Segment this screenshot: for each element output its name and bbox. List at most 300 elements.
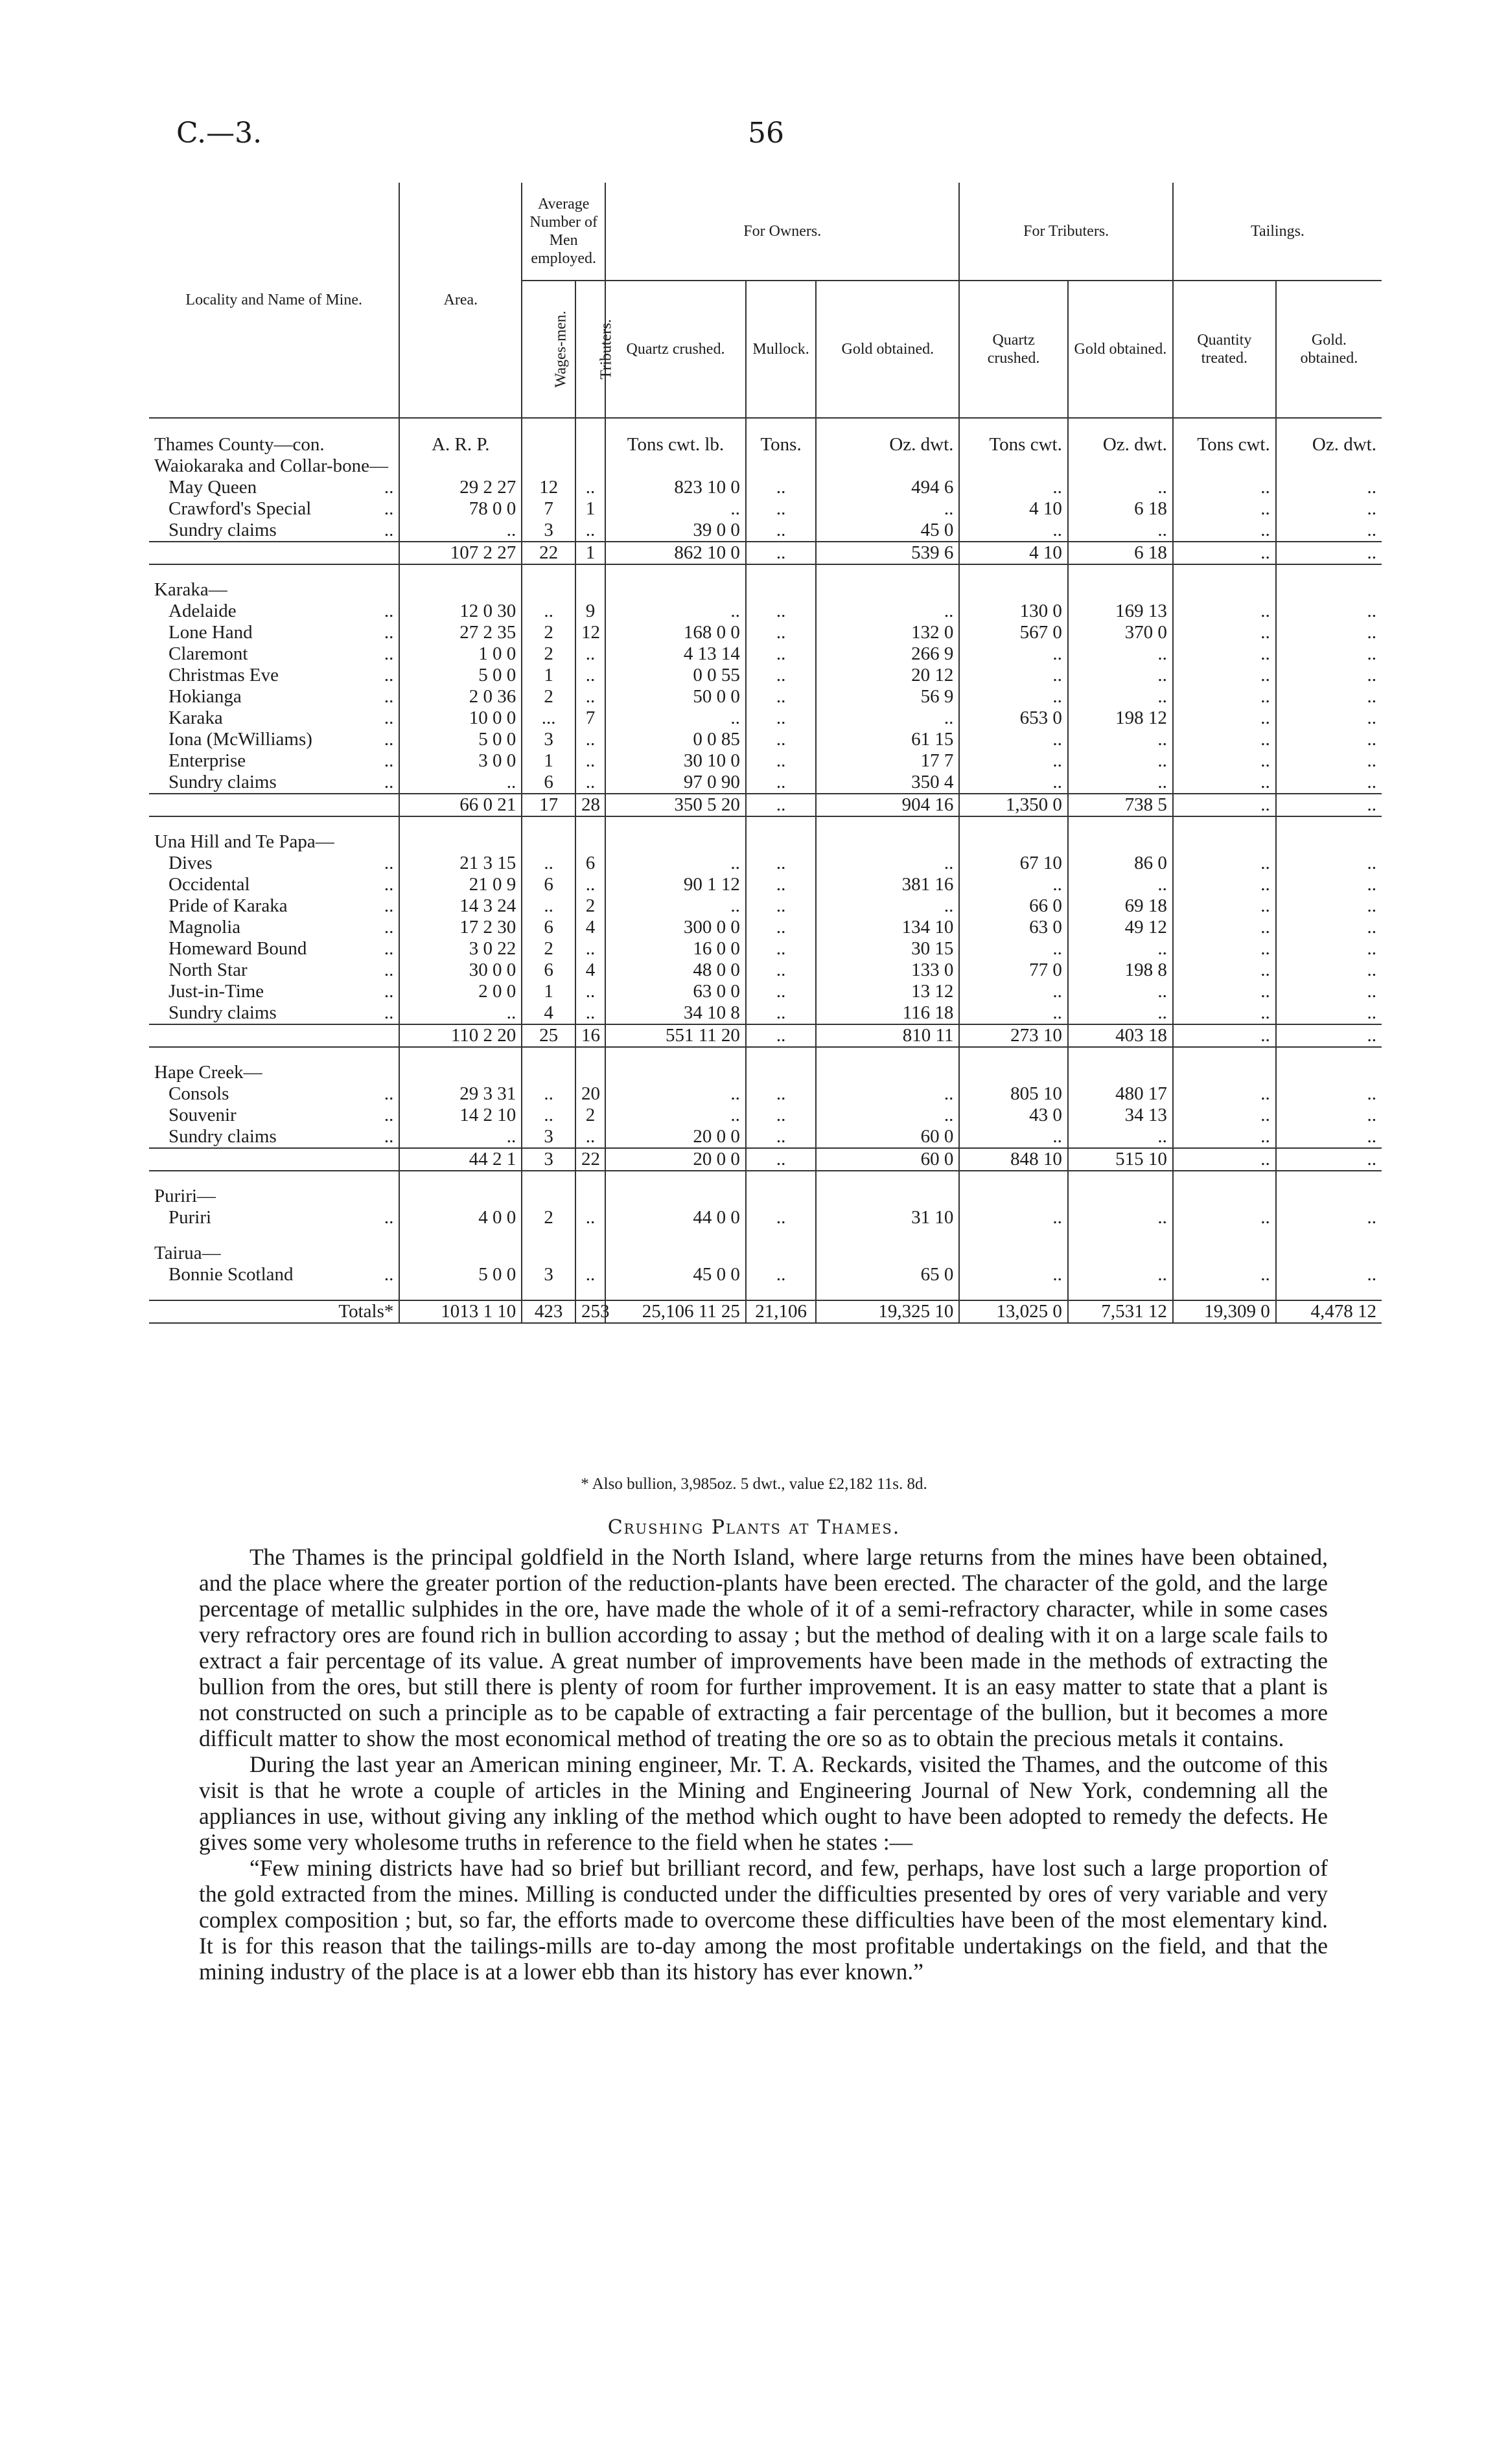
grand-total-cell: 253	[575, 1300, 605, 1323]
table-cell: 2 0 0	[399, 981, 522, 1002]
subtotal-cell: 539 6	[816, 542, 959, 564]
header-owners-quartz: Quartz crushed.	[605, 281, 746, 418]
blank-cell	[959, 1285, 1067, 1300]
table-cell: 6	[522, 874, 575, 895]
subtotal-cell: 28	[575, 794, 605, 816]
table-cell: 2	[522, 643, 575, 665]
mine-name-text: Dives	[168, 853, 213, 873]
table-cell: ..	[1276, 874, 1382, 895]
table-cell: 132 0	[816, 622, 959, 643]
blank-cell	[1068, 831, 1173, 853]
subtotal-cell: ..	[746, 1024, 816, 1047]
blank-cell	[575, 455, 605, 477]
subtotal-cell: 350 5 20	[605, 794, 746, 816]
subtotal-cell: ..	[1276, 794, 1382, 816]
table-cell: 1	[522, 981, 575, 1002]
table-cell: 2	[575, 1105, 605, 1126]
table-cell: ..	[746, 1002, 816, 1024]
mine-name-text: Sundry claims	[168, 1126, 277, 1147]
blank-cell	[959, 831, 1067, 853]
table-cell: ..	[1276, 601, 1382, 622]
table-cell: 6	[522, 772, 575, 794]
table-cell: 27 2 35	[399, 622, 522, 643]
table-cell: 1	[575, 498, 605, 520]
table-cell: ..	[1068, 643, 1173, 665]
table-cell: ..	[1276, 1264, 1382, 1285]
subtotal-cell: ..	[746, 794, 816, 816]
table-cell: ..	[1276, 498, 1382, 520]
table-cell: ..	[1173, 1207, 1276, 1228]
blank-cell	[522, 579, 575, 601]
subtotal-cell: 403 18	[1068, 1024, 1173, 1047]
table-cell: ..	[746, 1083, 816, 1105]
table-cell: ..	[605, 601, 746, 622]
blank-cell	[1173, 564, 1276, 579]
table-cell: 4 0 0	[399, 1207, 522, 1228]
table-cell: ..	[1276, 981, 1382, 1002]
blank-cell	[522, 816, 575, 831]
subtotal-cell: 107 2 27	[399, 542, 522, 564]
table-cell: ..	[1173, 1126, 1276, 1148]
table-cell: ..	[1068, 772, 1173, 794]
table-cell: ..	[1276, 708, 1382, 729]
blank-cell	[605, 1062, 746, 1083]
table-cell: ..	[1068, 477, 1173, 498]
blank-cell	[1068, 564, 1173, 579]
blank-cell	[959, 816, 1067, 831]
subtotal-cell: ..	[1173, 794, 1276, 816]
blank-cell	[522, 1285, 575, 1300]
blank-cell	[1068, 1186, 1173, 1207]
mine-name-text: Claremont	[168, 643, 248, 664]
table-cell: ..	[575, 477, 605, 498]
blank-cell	[575, 1228, 605, 1243]
mine-name	[149, 750, 399, 772]
table-cell: ..	[1276, 917, 1382, 938]
table-cell: ..	[746, 477, 816, 498]
blank-cell	[399, 455, 522, 477]
grand-total-cell: 4,478 12	[1276, 1300, 1382, 1323]
table-cell: ..	[959, 643, 1067, 665]
header-owners-gold: Gold obtained.	[816, 281, 959, 418]
county-label: Thames County—con.	[154, 434, 325, 455]
table-cell: ..	[1068, 874, 1173, 895]
blank-cell	[1276, 1062, 1382, 1083]
mine-name-text: Iona (McWilliams)	[168, 729, 312, 750]
table-cell: ..	[959, 1126, 1067, 1148]
blank-cell	[746, 1047, 816, 1062]
table-cell: 480 17	[1068, 1083, 1173, 1105]
mine-name-text: Adelaide	[168, 601, 237, 621]
table-cell: 198 12	[1068, 708, 1173, 729]
table-cell: ..	[1068, 1002, 1173, 1024]
table-cell: ..	[959, 520, 1067, 542]
blank-cell	[746, 1228, 816, 1243]
blank-cell	[575, 1243, 605, 1264]
table-cell: ..	[816, 895, 959, 917]
header-avg-men: Average Number of Men employed.	[522, 183, 605, 281]
table-cell: ..	[746, 750, 816, 772]
table-cell: 14 3 24	[399, 895, 522, 917]
mine-name-text: Lone Hand	[168, 622, 253, 643]
blank-cell	[1173, 831, 1276, 853]
table-cell: 21 0 9	[399, 874, 522, 895]
blank-cell	[959, 455, 1067, 477]
subtotal-cell: 515 10	[1068, 1148, 1173, 1171]
table-cell: 3	[522, 729, 575, 750]
mine-name-text: Crawford's Special	[168, 498, 312, 519]
table-cell: ..	[1068, 938, 1173, 960]
table-cell: 7	[575, 708, 605, 729]
table-cell: 370 0	[1068, 622, 1173, 643]
blank-cell	[816, 579, 959, 601]
blank-cell	[399, 1047, 522, 1062]
leader-dots: ..	[384, 874, 394, 895]
table-cell: ..	[746, 686, 816, 708]
table-cell: ..	[575, 938, 605, 960]
table-cell: ..	[1173, 960, 1276, 981]
blank-cell	[399, 1285, 522, 1300]
table-cell: ..	[575, 1126, 605, 1148]
table-cell: ..	[605, 853, 746, 874]
blank-cell	[1068, 1062, 1173, 1083]
blank-cell	[1276, 831, 1382, 853]
table-cell: ..	[816, 498, 959, 520]
subtotal-cell: 738 5	[1068, 794, 1173, 816]
table-cell: 31 10	[816, 1207, 959, 1228]
table-cell: 116 18	[816, 1002, 959, 1024]
table-cell: ..	[399, 772, 522, 794]
table-cell: 39 0 0	[605, 520, 746, 542]
leader-dots: ..	[384, 772, 394, 792]
blank-cell	[1173, 579, 1276, 601]
table-cell: ..	[746, 1207, 816, 1228]
blank-cell	[149, 1171, 399, 1186]
table-cell: 14 2 10	[399, 1105, 522, 1126]
leader-dots: ..	[384, 665, 394, 685]
table-cell: ..	[575, 729, 605, 750]
blank-cell	[149, 1285, 399, 1300]
table-cell: 4	[522, 1002, 575, 1024]
subtotal-cell: 22	[575, 1148, 605, 1171]
table-cell: 805 10	[959, 1083, 1067, 1105]
unit-tons: Tons.	[746, 418, 816, 455]
table-cell: ..	[1068, 665, 1173, 686]
blank-cell	[1173, 1243, 1276, 1264]
table-cell: ..	[605, 498, 746, 520]
table-cell: ..	[1276, 750, 1382, 772]
table-cell: ..	[1173, 708, 1276, 729]
table-cell: ..	[399, 520, 522, 542]
leader-dots: ..	[384, 520, 394, 540]
blank-cell	[1068, 1228, 1173, 1243]
table-cell: 65 0	[816, 1264, 959, 1285]
mine-name-text: May Queen	[168, 477, 257, 498]
table-cell: 350 4	[816, 772, 959, 794]
blank-cell	[816, 455, 959, 477]
table-cell: ..	[522, 853, 575, 874]
mine-name	[149, 853, 399, 874]
table-cell: ..	[959, 938, 1067, 960]
leader-dots: ..	[384, 750, 394, 771]
subtotal-cell: ..	[1173, 1148, 1276, 1171]
leader-dots: ..	[384, 708, 394, 728]
table-cell: 2	[522, 686, 575, 708]
group-title: Hape Creek—	[154, 1062, 262, 1083]
blank-cell	[605, 1285, 746, 1300]
mine-name	[149, 1105, 399, 1126]
table-cell: ..	[746, 665, 816, 686]
blank-cell	[605, 579, 746, 601]
leader-dots: ..	[384, 1207, 394, 1228]
table-cell: ..	[575, 1207, 605, 1228]
header-tail-gold: Gold. obtained.	[1276, 281, 1382, 418]
header-owners-mullock: Mullock.	[746, 281, 816, 418]
blank-cell	[149, 564, 399, 579]
table-cell: 17 2 30	[399, 917, 522, 938]
group-title: Puriri—	[154, 1186, 216, 1206]
blank-cell	[522, 831, 575, 853]
table-cell: 4 10	[959, 498, 1067, 520]
mine-name	[149, 643, 399, 665]
grand-total-cell: 19,325 10	[816, 1300, 959, 1323]
blank-cell	[1276, 1243, 1382, 1264]
subtotal-cell: 66 0 21	[399, 794, 522, 816]
table-footnote: * Also bullion, 3,985oz. 5 dwt., value £2,182 11s. 8d.	[581, 1475, 927, 1493]
leader-dots: ..	[384, 622, 394, 643]
unit-area: A. R. P.	[399, 418, 522, 455]
blank-cell	[149, 542, 399, 564]
table-cell: 300 0 0	[605, 917, 746, 938]
table-cell: ..	[1276, 1002, 1382, 1024]
table-cell: ..	[1276, 853, 1382, 874]
mine-name-text: Consols	[168, 1083, 229, 1104]
header-trib-gold: Gold obtained.	[1068, 281, 1173, 418]
table-cell: ..	[1276, 665, 1382, 686]
mine-name	[149, 874, 399, 895]
table-cell: 45 0	[816, 520, 959, 542]
leader-dots: ..	[384, 1126, 394, 1147]
page-number: 56	[748, 117, 784, 150]
table-cell: ..	[959, 981, 1067, 1002]
table-cell: 50 0 0	[605, 686, 746, 708]
table-cell: 1	[522, 750, 575, 772]
header-for-owners: For Owners.	[605, 183, 959, 281]
table-cell: 266 9	[816, 643, 959, 665]
table-cell: 6	[575, 853, 605, 874]
table-cell: ..	[746, 874, 816, 895]
table-cell: 61 15	[816, 729, 959, 750]
table-cell: 29 2 27	[399, 477, 522, 498]
table-cell: ..	[746, 520, 816, 542]
blank-cell	[959, 1171, 1067, 1186]
blank-cell	[522, 1047, 575, 1062]
table-cell: 67 10	[959, 853, 1067, 874]
leader-dots: ..	[384, 729, 394, 750]
table-cell: 4	[575, 917, 605, 938]
grand-total-cell: 13,025 0	[959, 1300, 1067, 1323]
blank-cell	[522, 1228, 575, 1243]
table-cell: ..	[1173, 853, 1276, 874]
leader-dots: ..	[384, 938, 394, 959]
grand-total-cell: 7,531 12	[1068, 1300, 1173, 1323]
mine-name	[149, 960, 399, 981]
table-cell: ..	[746, 622, 816, 643]
blank-cell	[399, 1171, 522, 1186]
header-tail-quantity: Quantity treated.	[1173, 281, 1276, 418]
header-tributers-count: Tributers.	[575, 281, 605, 418]
section-title: Crushing Plants at Thames.	[607, 1516, 901, 1539]
blank-cell	[1276, 816, 1382, 831]
subtotal-cell: 20 0 0	[605, 1148, 746, 1171]
blank-cell	[605, 1047, 746, 1062]
grand-total-cell: 19,309 0	[1173, 1300, 1276, 1323]
mines-table	[149, 183, 1382, 1324]
blank-cell	[399, 1228, 522, 1243]
table-cell: 1	[522, 665, 575, 686]
table-cell: ..	[746, 772, 816, 794]
table-cell: ..	[746, 498, 816, 520]
mine-name	[149, 1207, 399, 1228]
table-cell: 63 0 0	[605, 981, 746, 1002]
table-cell: ..	[816, 601, 959, 622]
table-cell: ..	[575, 665, 605, 686]
blank-cell	[746, 1186, 816, 1207]
blank-cell	[522, 1171, 575, 1186]
blank-cell	[816, 1047, 959, 1062]
leader-dots: ..	[384, 981, 394, 1002]
leader-dots: ..	[384, 1083, 394, 1104]
subtotal-cell: 25	[522, 1024, 575, 1047]
table-cell: 4	[575, 960, 605, 981]
table-cell: ..	[746, 960, 816, 981]
mine-name-text: Enterprise	[168, 750, 246, 771]
subtotal-cell: 862 10 0	[605, 542, 746, 564]
table-cell: ..	[1173, 981, 1276, 1002]
table-cell: ..	[746, 917, 816, 938]
blank-cell	[575, 564, 605, 579]
table-cell: 7	[522, 498, 575, 520]
blank-cell	[399, 816, 522, 831]
blank-cell	[746, 831, 816, 853]
table-cell: ..	[1068, 1207, 1173, 1228]
mine-name	[149, 477, 399, 498]
table-cell: ..	[746, 1264, 816, 1285]
leader-dots: ..	[384, 853, 394, 873]
table-cell: ..	[1173, 729, 1276, 750]
table-cell: 20 0 0	[605, 1126, 746, 1148]
table-cell: 60 0	[816, 1126, 959, 1148]
blank-cell	[746, 564, 816, 579]
blank-cell	[575, 1285, 605, 1300]
mine-name	[149, 772, 399, 794]
leader-dots: ..	[384, 477, 394, 498]
blank-cell	[575, 418, 605, 455]
header-for-tributers: For Tributers.	[959, 183, 1173, 281]
blank-cell	[816, 831, 959, 853]
table-cell: ..	[575, 772, 605, 794]
unit-oz-dwt: Oz. dwt.	[1068, 418, 1173, 455]
blank-cell	[816, 1171, 959, 1186]
blank-cell	[816, 1285, 959, 1300]
table-cell: ..	[1276, 895, 1382, 917]
blank-cell	[522, 455, 575, 477]
table-cell: ..	[816, 1083, 959, 1105]
blank-cell	[399, 831, 522, 853]
table-cell: ..	[522, 1105, 575, 1126]
table-cell: 12	[575, 622, 605, 643]
blank-cell	[575, 831, 605, 853]
table-cell: ..	[1173, 772, 1276, 794]
mine-name	[149, 1002, 399, 1024]
table-cell: ..	[399, 1002, 522, 1024]
paragraph: The Thames is the principal goldfield in the North Island, where large returns from the mines have been obtained, and the place where the greater portion of the reduction-plants have been erected. The character of the gold, and the large percentage of metallic sulphides in the ore, have made the whole of it of a semi-refractory character, while in some cases very refractory ores are found rich in bullion according to assay ; but the method of dealing with it on a large scale fails to extract a fair percentage of its value. A great number of improvements have been made in the methods of extracting the bullion from the ores, but still there is plenty of room for further improvement. It is an easy matter to state that a plant is not constructed on such a principle as to be capable of extracting a fair percentage of the bullion, but it becomes a more difficult matter to show the most economical method of treating the ore so as to obtain the precious metals it contains.	[199, 1544, 1328, 1751]
blank-cell	[1276, 1228, 1382, 1243]
subtotal-cell: ..	[1276, 1024, 1382, 1047]
header-wages-men: Wages-men.	[522, 281, 575, 418]
blank-cell	[959, 564, 1067, 579]
table-cell: 0 0 55	[605, 665, 746, 686]
table-cell: ..	[1068, 750, 1173, 772]
blank-cell	[575, 1047, 605, 1062]
table-cell: ..	[1068, 981, 1173, 1002]
subtotal-cell: ..	[1173, 542, 1276, 564]
blank-cell	[746, 1171, 816, 1186]
blank-cell	[1068, 1243, 1173, 1264]
table-cell: 494 6	[816, 477, 959, 498]
blank-cell	[959, 579, 1067, 601]
blank-cell	[746, 816, 816, 831]
table-cell: 567 0	[959, 622, 1067, 643]
table-cell: ..	[1173, 477, 1276, 498]
leader-dots: ..	[384, 601, 394, 621]
table-cell: ..	[746, 708, 816, 729]
blank-cell	[1068, 816, 1173, 831]
table-cell: 56 9	[816, 686, 959, 708]
table-cell: ..	[746, 938, 816, 960]
blank-cell	[816, 1186, 959, 1207]
mine-name	[149, 1083, 399, 1105]
table-cell: ..	[746, 853, 816, 874]
blank-cell	[149, 1024, 399, 1047]
leader-dots: ..	[384, 917, 394, 938]
subtotal-cell: 6 18	[1068, 542, 1173, 564]
subtotal-cell: 848 10	[959, 1148, 1067, 1171]
header-tailings: Tailings.	[1173, 183, 1382, 281]
mine-name-text: Karaka	[168, 708, 223, 728]
mine-name	[149, 520, 399, 542]
subtotal-cell: 551 11 20	[605, 1024, 746, 1047]
table-cell: 90 1 12	[605, 874, 746, 895]
table-cell: ..	[522, 1083, 575, 1105]
subtotal-cell: 1	[575, 542, 605, 564]
table-cell: ..	[575, 686, 605, 708]
table-cell: ..	[1173, 1002, 1276, 1024]
table-cell: 86 0	[1068, 853, 1173, 874]
blank-cell	[1276, 579, 1382, 601]
table-cell: ...	[522, 708, 575, 729]
table-cell: ..	[746, 643, 816, 665]
blank-cell	[1068, 1171, 1173, 1186]
table-cell: 12	[522, 477, 575, 498]
table-cell: ..	[575, 1264, 605, 1285]
blank-cell	[1173, 455, 1276, 477]
table-cell: ..	[959, 1264, 1067, 1285]
table-cell: ..	[1173, 917, 1276, 938]
document-reference: C.—3.	[176, 117, 262, 150]
table-cell: 43 0	[959, 1105, 1067, 1126]
blank-cell	[1068, 1285, 1173, 1300]
